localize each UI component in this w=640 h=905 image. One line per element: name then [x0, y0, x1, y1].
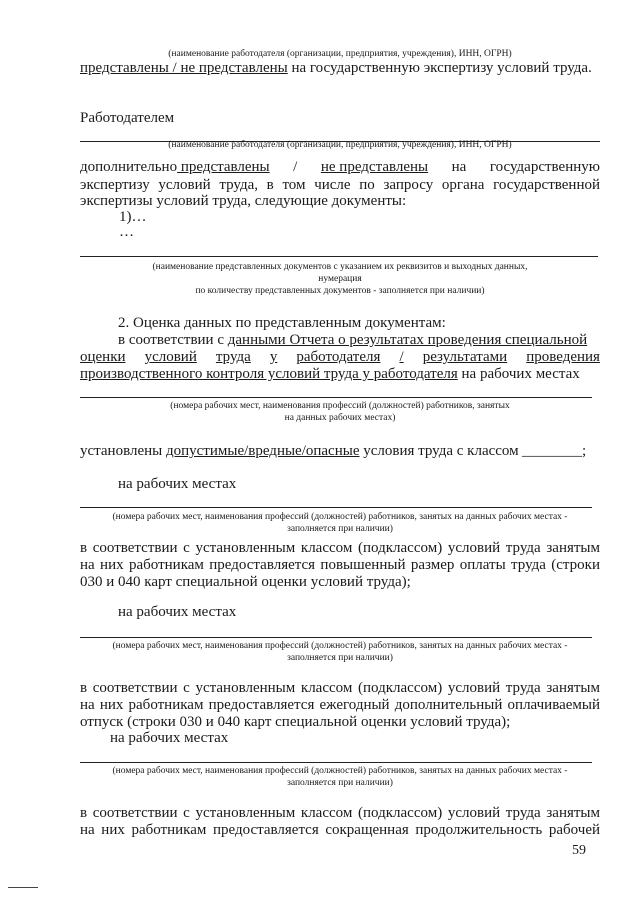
page-number: 59 — [572, 843, 586, 858]
workplaces-caption-line-1: (номера рабочих мест, наименования профессий (должностей) работников, занятых — [170, 401, 510, 411]
workplaces-fill-line-1 — [80, 397, 592, 398]
word: проведения — [526, 349, 600, 365]
workplaces-fill-line-2 — [80, 507, 592, 508]
documents-fill-line — [80, 256, 598, 257]
scan-edge-mark — [8, 887, 38, 888]
hours-para-line-2: на них работникам предоставляется сокращенная продолжительность рабочей — [80, 822, 600, 838]
production-control-option: производственного контроля условий труда у работодателя — [80, 366, 458, 382]
word: условий — [144, 349, 197, 365]
employer-label: Работодателем — [80, 110, 175, 126]
established-pre: установлены — [80, 443, 166, 459]
condition-classes-options: допустимые/вредные/опасные — [165, 443, 360, 459]
pay-para-line-3: 030 и 040 карт специальной оценки условий труда); — [80, 574, 411, 590]
document-list-item-1: 1)… — [119, 209, 147, 225]
at-workplaces-2: на рабочих местах — [118, 604, 237, 620]
leave-para-line-2: на них работникам предоставляется ежегодный дополнительный оплачиваемый — [80, 697, 600, 713]
at-workplaces-3: на рабочих местах — [110, 730, 229, 746]
workplaces-caption-line-2: на данных рабочих местах) — [284, 413, 396, 423]
section-2-line-3-post: на рабочих местах — [457, 366, 580, 382]
word-to: на — [451, 159, 467, 175]
ws-caption-2-line-2: заполняется при наличии) — [287, 524, 393, 534]
submission-status-options: представлены / не представлены — [80, 60, 288, 76]
additional-word: дополнительно — [80, 159, 178, 175]
pay-para-line-2: на них работникам предоставляется повышенный размер оплаты труда (строки — [80, 557, 600, 573]
word: у — [269, 349, 278, 365]
leave-para-line-3: отпуск (строки 030 и 040 карт специальной оценки условий труда); — [80, 714, 511, 730]
documents-caption-line-2: нумерация — [318, 274, 362, 284]
established-conditions-line — [80, 443, 519, 460]
submission-status-rest: на государственную экспертизу условий труда. — [287, 60, 592, 76]
word: оценки — [80, 349, 126, 365]
at-workplaces-1: на рабочих местах — [118, 476, 237, 492]
hours-para-line-1: в соответствии с установленным классом (подклассом) условий труда занятым — [80, 805, 600, 821]
ws-caption-4-line-1: (номера рабочих мест, наименования профессий (должностей) работников, занятых на данных рабочих местах - — [112, 766, 568, 776]
additional-docs-line-1 — [80, 159, 600, 176]
documents-caption-line-3: по количеству представленных документов - заполняется при наличии) — [195, 286, 485, 296]
section-2-line-3 — [80, 366, 580, 383]
option-separator: / — [293, 159, 298, 175]
sout-report-option: данными Отчета о результатах проведения специальной — [227, 332, 588, 348]
option-not-submitted: не представлены — [320, 159, 429, 175]
section-2-heading: 2. Оценка данных по представленным документам: — [118, 315, 446, 331]
class-blank: ________; — [522, 443, 587, 459]
ws-caption-3-line-2: заполняется при наличии) — [287, 653, 393, 663]
ws-caption-3-line-1: (номера рабочих мест, наименования профессий (должностей) работников, занятых на данных рабочих местах - — [112, 641, 568, 651]
word: работодателя — [296, 349, 381, 365]
word: труда — [215, 349, 251, 365]
section-2-line-1-pre: в соответствии с — [118, 332, 228, 348]
ws-caption-4-line-2: заполняется при наличии) — [287, 778, 393, 788]
workplaces-fill-line-4 — [80, 762, 592, 763]
additional-docs-line-2: экспертизу условий труда, в том числе по запросу органа государственной — [80, 177, 600, 193]
leave-para-line-1: в соответствии с установленным классом (подклассом) условий труда занятым — [80, 680, 600, 696]
section-2-line-1 — [118, 332, 587, 349]
word: / — [399, 349, 404, 365]
ws-caption-2-line-1: (номера рабочих мест, наименования профессий (должностей) работников, занятых на данных рабочих местах - — [112, 512, 568, 522]
submission-status-line — [80, 60, 592, 77]
word-state: государственную — [489, 159, 600, 175]
word: результатами — [422, 349, 508, 365]
section-2-line-2 — [80, 349, 600, 366]
pay-para-line-1: в соответствии с установленным классом (подклассом) условий труда занятым — [80, 540, 600, 556]
additional-docs-line-3: экспертизы условий труда, следующие документы: — [80, 193, 407, 209]
employer-caption-top: (наименование работодателя (организации, предприятия, учреждения), ИНН, ОГРН) — [168, 49, 512, 59]
document-list-ellipsis: … — [119, 224, 134, 240]
workplaces-fill-line-3 — [80, 637, 592, 638]
established-post: условия труда с классом — [359, 443, 519, 459]
documents-caption-line-1: (наименование представленных документов с указанием их реквизитов и выходных данных, — [152, 262, 528, 272]
option-submitted: представлены — [177, 159, 270, 175]
employer-caption: (наименование работодателя (организации, предприятия, учреждения), ИНН, ОГРН) — [168, 140, 512, 150]
